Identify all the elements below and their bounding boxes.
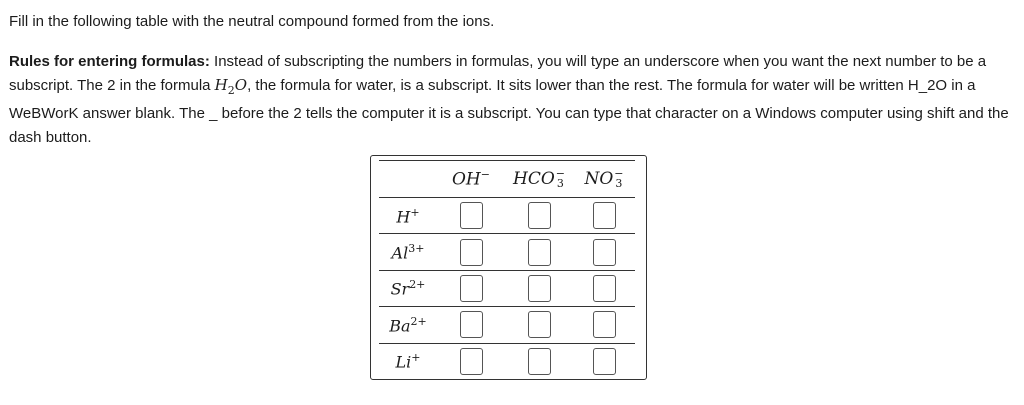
anion-header: NO − 3 <box>573 161 635 198</box>
anion-header: HCO − 3 <box>505 161 573 198</box>
answer-input[interactable] <box>593 348 616 375</box>
cation-row <box>379 307 635 343</box>
answer-input[interactable] <box>593 202 616 229</box>
cation-label: $Al^{3+}$ <box>379 234 437 270</box>
answer-input[interactable] <box>460 275 483 302</box>
rules-text-1: Instead of subscripting the numbers in formulas, you will type an underscore when you want the next number to be a subscript. The 2 in the formula <box>9 53 987 94</box>
cation-row <box>379 343 635 379</box>
answer-input[interactable] <box>593 311 616 338</box>
answer-input[interactable] <box>528 275 551 302</box>
answer-input[interactable] <box>528 311 551 338</box>
rules-paragraph <box>9 50 1014 149</box>
cation-row <box>379 270 635 306</box>
rules-text-2: , the formula for water, is a subscript. It sits lower than the rest. The formula for water will be written H_2O in a WeBWorK answer blank. The _ before the 2 tells the computer it is a subscript. You can type that character on a Windows computer using shift and the dash button. <box>9 76 1009 146</box>
answer-input[interactable] <box>528 239 551 266</box>
cation-label: H+ <box>379 198 437 234</box>
corner-cell <box>379 161 437 198</box>
answer-input[interactable] <box>460 311 483 338</box>
answer-input[interactable] <box>593 239 616 266</box>
cation-label: Li+ <box>379 343 437 379</box>
ion-table <box>379 160 635 380</box>
ion-table-frame <box>370 155 647 380</box>
cation-row <box>379 198 635 234</box>
answer-input[interactable] <box>528 348 551 375</box>
rules-label: Rules for entering formulas: <box>9 53 210 70</box>
answer-input[interactable] <box>593 275 616 302</box>
answer-input[interactable] <box>460 239 483 266</box>
answer-input[interactable] <box>528 202 551 229</box>
answer-input[interactable] <box>460 348 483 375</box>
header-row <box>379 161 635 198</box>
intro-text: Fill in the following table with the neutral compound formed from the ions. <box>9 13 495 30</box>
anion-header: OH− <box>437 161 505 198</box>
cation-row <box>379 234 635 270</box>
cation-label: $Ba^{2+}$ <box>379 307 437 343</box>
water-formula: $H_2O$ <box>214 75 248 97</box>
answer-input[interactable] <box>460 202 483 229</box>
cation-label: $Sr^{2+}$ <box>379 270 437 306</box>
